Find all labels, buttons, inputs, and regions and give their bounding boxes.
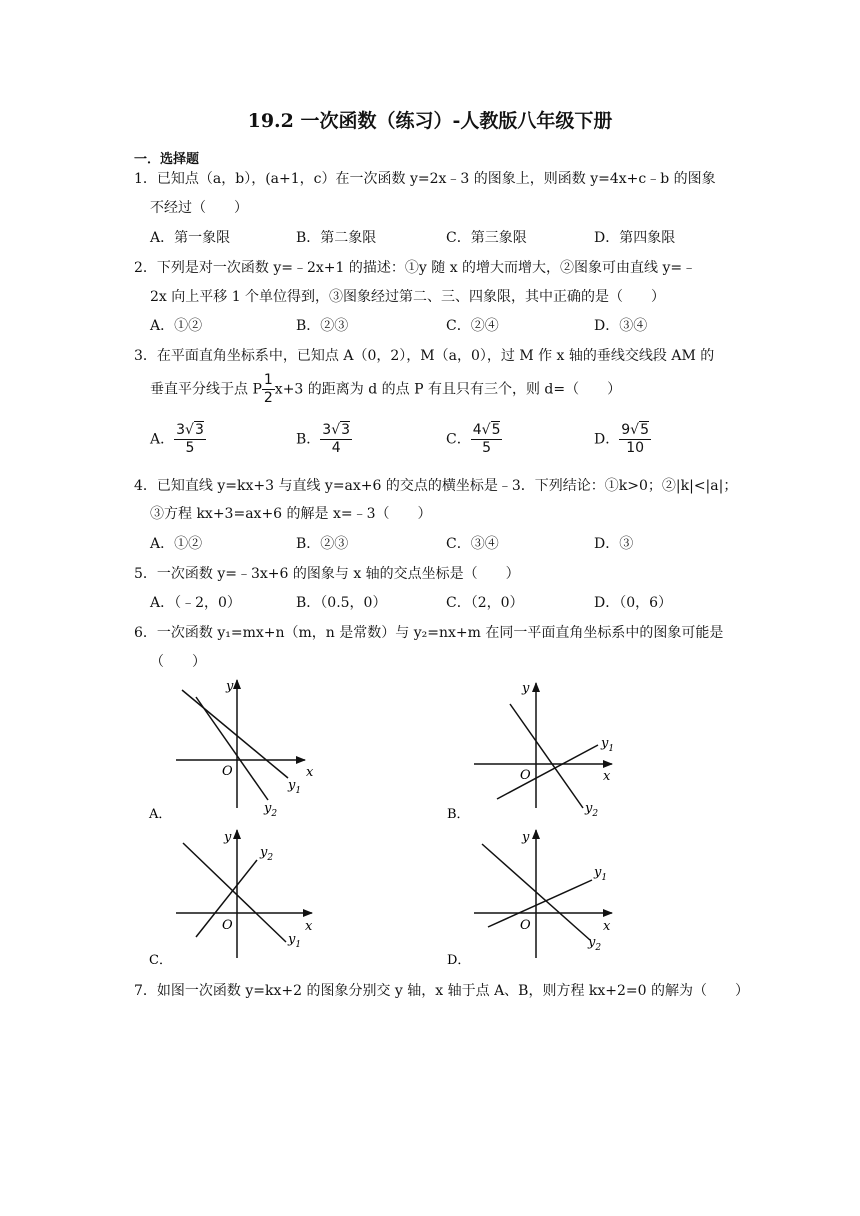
q3-option-c: C． $\frac{4√5}{5}$ [446,422,501,456]
graph-b-origin: O [520,768,531,783]
graph-c-option-label: C． [149,953,172,968]
graph-d [447,830,612,968]
q3-option-b: B． $\frac{3√3}{4}$ [296,422,351,456]
graph-d-y-label: y [522,830,530,845]
q2-option-b: B．②③ [296,318,349,334]
graph-c-x-label: x [305,919,313,934]
q4-option-a: A．①② [150,536,203,552]
q4-option-b: B．②③ [296,536,349,552]
graph-a [148,679,314,822]
graph-c [149,830,313,968]
graph-d-origin: O [520,918,531,933]
graph-a-line-y1 [182,690,288,778]
q6-stem-line2: （ ） [150,654,206,670]
q2-option-a: A．①② [150,318,203,334]
graph-d-x-label: x [603,919,611,934]
graph-d-line-y1 [488,880,592,927]
graph-a-line-y2 [196,697,268,800]
q1-option-b: B．第二象限 [296,230,377,246]
q4-option-c: C．③④ [446,536,499,552]
graph-b-option-label: B． [447,807,470,822]
q1-stem-line2: 不经过（ ） [150,200,248,216]
q4-option-d: D．③ [594,536,634,552]
graph-a-option-label: A． [149,807,172,822]
q3-stem-line1: 3．在平面直角坐标系中，已知点 A（0，2），M（a，0），过 M 作 x 轴的垂线交线段 AM 的 [134,348,715,364]
q2-option-c: C．②④ [446,318,499,334]
graph-c-origin: O [222,918,233,933]
graph-d-option-label: D． [447,953,471,968]
q7-stem-line1: 7．如图一次函数 y=kx+2 的图象分别交 y 轴，x 轴于点 A、B，则方程 kx+2=0 的解为（ ） [134,983,750,999]
graph-a-y-label: y [226,679,234,694]
q3-stem-line2-a: 垂直平分线于点 P [150,381,262,398]
graph-b-x-label: x [603,769,611,784]
graph-a-x-label: x [306,765,314,780]
q1-option-c: C．第三象限 [446,230,527,246]
q2-stem-line1: 2．下列是对一次函数 y=﹣2x+1 的描述：①y 随 x 的增大而增大，②图象可由直线 y=﹣ [134,260,697,276]
graph-c-y1-label: $y_1$ [288,932,302,950]
q4-stem-line1: 4．已知直线 y=kx+3 与直线 y=ax+6 的交点的横坐标是﹣3．下列结论：①k>0；②|k|<|a|； [134,478,738,494]
graph-a-origin: O [222,764,233,779]
q2-option-d: D．③④ [594,318,648,334]
q3-option-d: D． $\frac{9√5}{10}$ [594,422,649,456]
q2-stem-line2: 2x 向上平移 1 个单位得到，③图象经过第二、三、四象限，其中正确的是（ ） [150,289,666,305]
graph-b-y-label: y [522,681,530,696]
graph-b-line-y1 [497,745,598,799]
q5-option-d: D．（0，6） [594,595,673,611]
section-heading: 一．选择题 [134,152,200,167]
q3-stem-line2-b: x+3 的距离为 d 的点 P 有且只有三个，则 d=（ ） [274,381,622,398]
graph-c-y-label: y [224,830,232,845]
q3-option-a: A． $\frac{3√3}{5}$ [150,422,204,456]
q5-option-a: A．（﹣2，0） [150,595,241,611]
page-title: 19.2 一次函数（练习）-人教版八年级下册 [247,110,613,132]
graph-a-y2-label: $y_2$ [264,801,278,819]
q5-option-c: C．（2，0） [446,595,524,611]
q4-stem-line2: ③方程 kx+3=ax+6 的解是 x=﹣3（ ） [150,506,432,522]
graph-a-y1-label: $y_1$ [288,778,302,796]
q5-stem-line1: 5．一次函数 y=﹣3x+6 的图象与 x 轴的交点坐标是（ ） [134,566,520,582]
graph-b-line-y2 [510,704,583,808]
q6-stem-line1: 6．一次函数 y₁=mx+n（m，n 是常数）与 y₂=nx+m 在同一平面直角坐标系中的图象可能是 [134,625,724,641]
q5-option-b: B．（0.5，0） [296,595,387,611]
graph-d-y1-label: $y_1$ [594,865,608,883]
q3-half-fraction: $\frac{1}{2}$ [263,372,273,406]
graph-c-y2-label: $y_2$ [260,845,274,863]
q1-option-d: D．第四象限 [594,230,676,246]
graph-b-y1-label: $y_1$ [601,736,615,754]
graph-d-y2-label: $y_2$ [588,935,602,953]
graph-b-y2-label: $y_2$ [585,801,599,819]
q1-stem-line1: 1．已知点（a，b），(a+1，c）在一次函数 y=2x﹣3 的图象上，则函数 y=4x+c﹣b 的图象 [134,171,716,187]
graph-b [447,681,614,822]
q1-option-a: A．第一象限 [150,230,231,246]
